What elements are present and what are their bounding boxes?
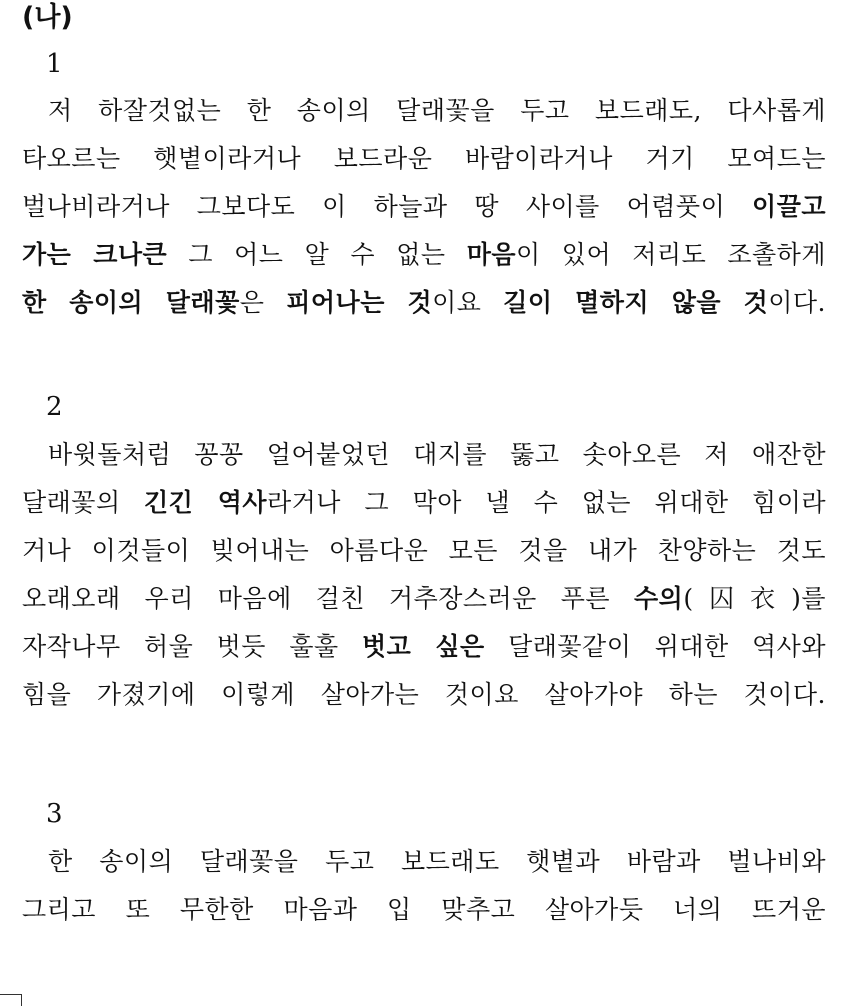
text-segment: 바윗돌처럼 꽁꽁 얼어붙었던 대지를 뚫고 솟아오른 저 애잔한 [48,440,826,469]
text-line [22,479,826,527]
text-line [22,838,826,886]
bold-phrase: 벗고 싶은 [361,632,485,661]
text-line [22,231,826,279]
text-segment: (囚衣)를 [683,584,826,613]
bold-phrase: 긴긴 역사 [144,488,267,517]
text-segment: 자작나무 허울 벗듯 훌훌 [22,632,362,661]
stanza-3 [22,838,826,934]
text-line [22,623,826,671]
text-line [22,183,826,231]
stanza-2 [22,431,826,719]
bold-phrase: 가는 크나큰 [22,240,168,269]
text-line [22,886,826,934]
text-segment: 힘을 가졌기에 이렇게 살아가는 것이요 살아가야 하는 것이다. [22,680,826,709]
text-segment: 한 송이의 달래꽃을 두고 보드래도 햇볕과 바람과 벌나비와 [48,847,826,876]
text-segment: 은 [239,288,287,317]
text-segment: 타오르는 햇볕이라거나 보드라운 바람이라거나 거기 모여드는 [22,144,826,173]
text-line [22,671,826,719]
bold-phrase: 한 송이의 달래꽃 [22,288,240,317]
text-segment: 달래꽃의 [22,488,145,517]
text-segment: 저 하잘것없는 한 송이의 달래꽃을 두고 보드래도, 다사롭게 [48,96,826,125]
stanza-number-3: 3 [46,799,63,829]
text-segment: 이요 [432,288,504,317]
text-line [22,527,826,575]
text-segment: 거나 이것들이 빚어내는 아름다운 모든 것을 내가 찬양하는 것도 [22,536,826,565]
bold-phrase: 피어나는 것 [286,288,433,317]
stanza-number-2: 2 [46,392,63,422]
stanza-1 [22,87,826,327]
section-header: (나) [22,2,73,33]
text-line [22,575,826,623]
bold-phrase: 수의 [634,584,684,613]
stanza-number-1: 1 [46,49,63,79]
text-segment: 벌나비라거나 그보다도 이 하늘과 땅 사이를 어렴풋이 [22,192,753,221]
page-corner-mark [0,994,22,1006]
text-segment: 달래꽃같이 위대한 역사와 [484,632,826,661]
text-line [22,431,826,479]
bold-phrase: 길이 멸하지 않을 것 [503,288,769,317]
bold-phrase: 이끌고 [752,192,826,221]
text-segment: 그리고 또 무한한 마음과 입 맞추고 살아가듯 너의 뜨거운 [22,895,826,924]
text-line [22,87,826,135]
text-line [22,135,826,183]
text-line [22,279,826,327]
text-segment: 그 어느 알 수 없는 [167,240,467,269]
bold-phrase: 마음 [466,240,516,269]
text-segment: 이다. [768,288,826,317]
text-segment: 오래오래 우리 마음에 걸친 거추장스러운 푸른 [22,584,635,613]
text-segment: 이 있어 저리도 조촐하게 [516,240,826,269]
text-segment: 라거나 그 막아 낼 수 없는 위대한 힘이라 [267,488,826,517]
